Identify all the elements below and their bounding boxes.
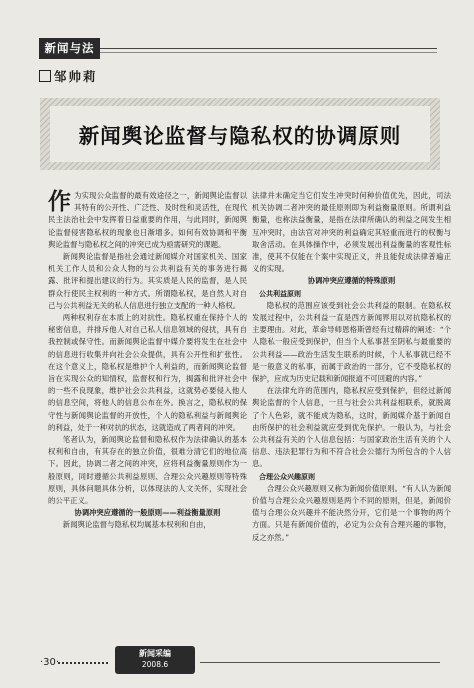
right-column bbox=[252, 190, 451, 544]
opening-paragraph bbox=[48, 190, 247, 251]
paragraph: 为实现公众监督的最有效途径之一，新闻舆论监督以其特有的公开性、广泛性、及时性和灵活性，在现代民主法治社会中发挥着日益重要的作用，与此同时，新闻舆论监督侵害隐私权的现象也日渐增多。如何有效协调和平衡舆论监督与隐私权之间的冲突已成为亟需研究的课题。 bbox=[48, 191, 247, 249]
header-rule bbox=[100, 48, 437, 49]
subheading: 协调冲突应遵循的一般原则——利益衡量原则 bbox=[74, 508, 221, 518]
left-column bbox=[48, 190, 247, 532]
subheading: 协调冲突应遵循的特殊原则 bbox=[307, 276, 396, 286]
paragraph: 笔者认为，新闻舆论监督和隐私权作为法律确认的基本权利和自由，有其存在的独立价值，很难分清它们的地位高下。因此，协调二者之间的冲突，应将利益衡量原则作为一般原则，同时遵循公共利益原则、合理公众兴趣原则等特殊原则，具体问题具体分析，以体现法的人文关怀，实现社会的公平正义。 bbox=[48, 435, 247, 506]
paragraph: 新闻舆论监督是指社会通过新闻媒介对国家机关、国家机关工作人员和公众人物的与公共利益有关的事务进行揭露、批评和提出建议的行为。其实质是人民的监督，是人民群众行使民主权利的一种方式。所谓隐私权，是自然人对自己与公共利益无关的私人信息进行独立支配的一种人格权。 bbox=[48, 252, 247, 310]
minor-heading: 公共利益原则 bbox=[259, 289, 301, 298]
dotted-rule bbox=[58, 662, 108, 666]
header-rule-thin bbox=[100, 52, 437, 53]
footer-rule bbox=[200, 662, 440, 663]
paragraph: 合理公众兴趣原则又称为新闻价值原则。“有人认为新闻价值与合理公众兴趣原则是两个不同的原则，但是，新闻价值与合理公众兴趣并不能决然分开，它们是一个事物的两个方面。只是有新闻价值的，必定为公众有合理兴趣的事物，反之亦然。” bbox=[252, 483, 451, 542]
paragraph: 新闻舆论监督与隐私权均属基本权利和自由， bbox=[62, 520, 211, 530]
title-box bbox=[50, 106, 430, 162]
article-title: 新闻舆论监督与隐私权的协调原则 bbox=[78, 124, 402, 148]
minor-heading: 合理公众兴趣原则 bbox=[259, 472, 315, 481]
author-line bbox=[39, 67, 98, 85]
section-header bbox=[39, 38, 437, 62]
issue-date: 2008.6 bbox=[141, 660, 169, 669]
page-number: ·30· bbox=[40, 657, 60, 668]
square-icon bbox=[39, 70, 51, 82]
paragraph: 隐私权的范围应该受到社会公共利益的限制。在隐私权发展过程中，公共利益一直是西方新闻界用以对抗隐私权的主要理由。对此，革命导师恩格斯曾经有过精辟的阐述：“个人隐私一般应受到保护，但当个人私事甚至阴私与最重要的公共利益——政治生活发生联系的时候，个人私事就已经不是一般意义的私事，而属于政治的一部分，它不受隐私权的保护，应成为历史记载和新闻报道不可回避的内容。” bbox=[252, 300, 451, 384]
paragraph: 法律并未确定当它们发生冲突时何种价值优先，因此，司法机关协调二者冲突的最佳原则即为利益衡量原则。所谓利益衡量，也称法益衡量，是指在法律所确认的利益之间发生相互冲突时，由法官对冲突的利益确定其轻重而进行的权衡与取舍活动。在具体操作中，必须发展出利益衡量的客观性标准，使其不仅能在个案中实现正义，并且能促成法律普遍正义的实现。 bbox=[252, 191, 451, 274]
title-banner bbox=[40, 98, 440, 170]
paragraph: 在法律允许的范围内，隐私权应受到保护，但经过新闻舆论监督的个人信息，一旦与社会公共利益相联系，就脱离了个人色彩，就不能成为隐私，这时，新闻媒介基于新闻自由所保护的社会利益就应受到优先保护。一般认为，与社会公共利益有关的个人信息包括：与国家政治生活有关的个人信息、违法犯罪行为和不符合社会公德行为所包含的个人信息。 bbox=[252, 386, 451, 469]
section-tag: 新闻与法 bbox=[39, 38, 100, 59]
journal-name: 新闻采编 bbox=[139, 649, 171, 658]
journal-badge bbox=[115, 646, 195, 674]
author-name: 邹帅莉 bbox=[54, 69, 98, 84]
page-footer bbox=[40, 650, 440, 676]
dropcap: 作 bbox=[48, 188, 71, 215]
paragraph: 两种权利存在本质上的对抗性。隐私权重在保持个人的秘密信息，并排斥他人对自己私人信息领域的侵扰，具有自我控制或保守性。而新闻舆论监督中媒介要将发生在社会中的信息进行收集并向社会公众提供，具有公开性和扩张性。在这个意义上，隐私权是维护个人利益的，而新闻舆论监督旨在实现公众的知情权，监督权和行为，揭露和批评社会中的一些不良现象，维护社会公共利益，这就势必要侵入他人的信息空间，将他人的信息公布在外。换言之，隐私权的保守性与新闻舆论监督的开放性，个人的隐私利益与新闻舆论的利益，处于一种对抗的状态，这就造成了两者间的冲突。 bbox=[48, 313, 247, 432]
